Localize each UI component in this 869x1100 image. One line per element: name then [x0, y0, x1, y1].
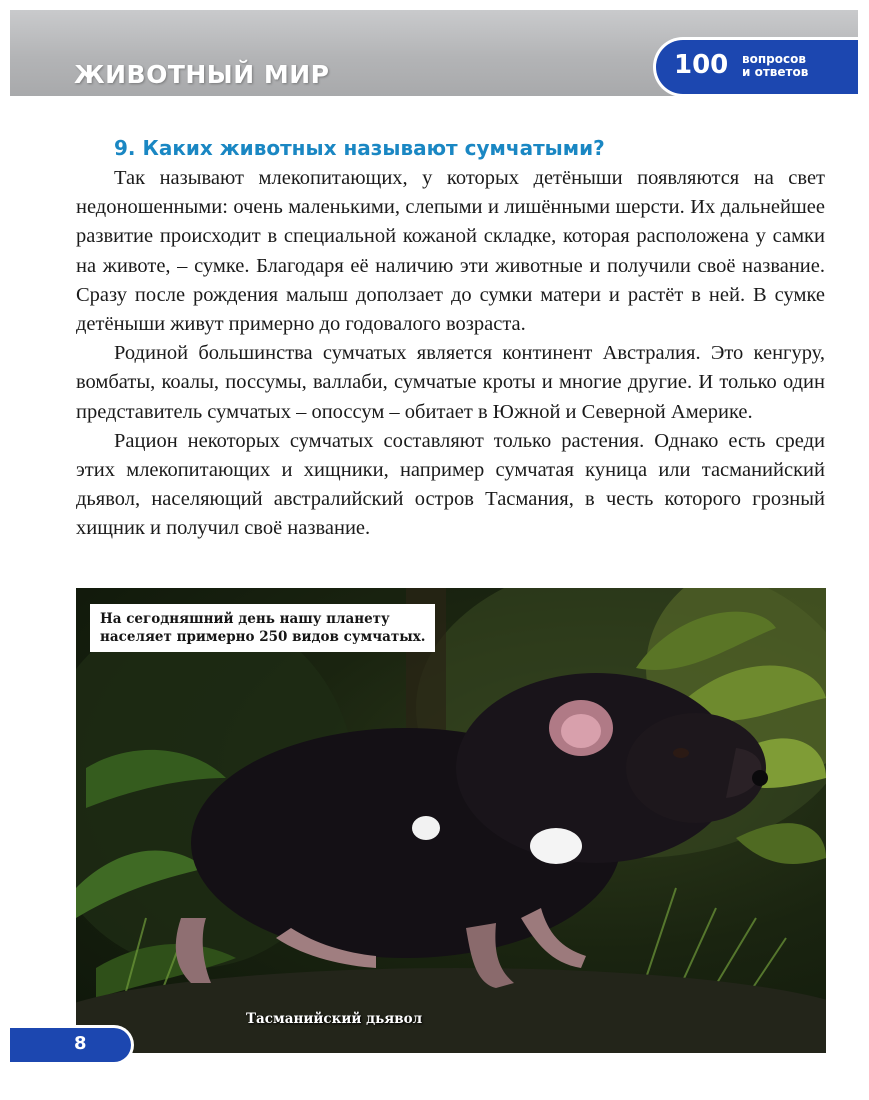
fact-line: населяет примерно 250 видов сумчатых. — [100, 629, 426, 645]
page-number-tab — [10, 1025, 134, 1065]
series-badge — [653, 37, 858, 96]
article-body — [76, 164, 825, 544]
paragraph: Рацион некоторых сумчатых составляют только растения. Однако есть среди этих млекопитающих и хищники, например сумчатая куница или тасманийский дьявол, населяющий австралийский остров Тасмания, в честь которого грозный хищник и получил своё название. — [76, 429, 825, 540]
illustration-caption: Тасманийский дьявол — [246, 1011, 423, 1027]
series-caption-line1: вопросов — [742, 52, 806, 66]
fact-line: На сегодняшний день нашу планету — [100, 611, 390, 627]
series-number: 100 — [674, 50, 729, 80]
series-caption — [742, 53, 852, 79]
question-heading: 9. Каких животных называют сумчатыми? — [114, 136, 605, 160]
series-caption-line2: и ответов — [742, 65, 809, 79]
paragraph: Так называют млекопитающих, у которых детёныши появляются на свет недоношенными: очень маленькими, слепыми и лишёнными шерсти. Их дальнейшее развитие происходит в специальной кожаной складке, которая расположена у самки на животе, – сумке. Благодаря её наличию эти животные и получили своё название. Сразу после рождения малыш доползает до сумки матери и растёт в ней. В сумке детёныши живут примерно до годовалого возраста. — [76, 167, 825, 336]
section-title: ЖИВОТНЫЙ МИР — [74, 60, 330, 89]
tasmanian-devil-illustration — [76, 588, 826, 1053]
page-header — [10, 10, 858, 96]
fact-box — [90, 604, 435, 652]
paragraph: Родиной большинства сумчатых является континент Австралия. Это кенгуру, вомбаты, коалы, поссумы, валлаби, сумчатые кроты и многие другие. И только один представитель сумчатых – опоссум – обитает в Южной и Северной Америке. — [76, 342, 825, 423]
page-number: 8 — [74, 1033, 87, 1054]
jungle-scene-drawing — [76, 588, 826, 1053]
